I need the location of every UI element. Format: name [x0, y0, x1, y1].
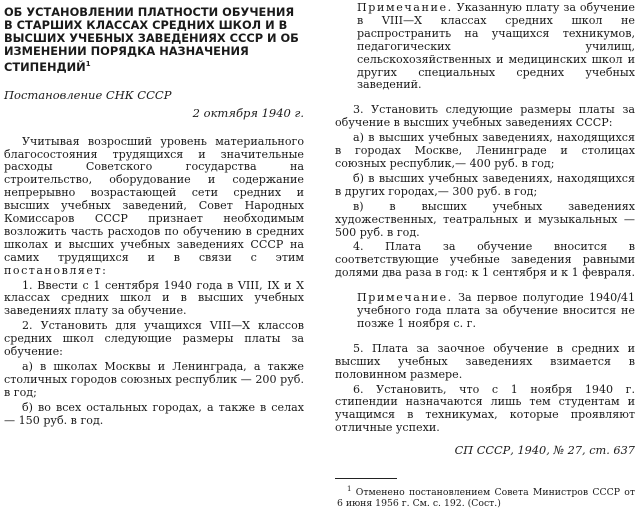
preamble-paragraph: [4, 136, 304, 278]
note-2-heading: Примечание.: [357, 291, 453, 305]
footnote: [335, 484, 635, 509]
footnote-divider: [335, 478, 397, 479]
item-2b: б) во всех остальных городах, а также в селах — 150 руб. в год.: [4, 400, 304, 427]
item-4: 4. Плата за обучение вносится в соответствующие учебные заведения равными долями два раза в год: к 1 сентября и к 1 февраля.: [335, 240, 635, 280]
title-text: ОБ УСТАНОВЛЕНИИ ПЛАТНОСТИ ОБУЧЕНИЯ В СТАРШИХ КЛАССАХ СРЕДНИХ ШКОЛ И В ВЫСШИХ УЧЕБНЫХ ЗАВЕДЕНИЯХ СССР И ОБ ИЗМЕНЕНИИ ПОРЯДКА НАЗНАЧЕНИЯ СТИПЕНДИЙ: [4, 5, 299, 74]
item-5: 5. Плата за заочное обучение в средних и высших учебных заведениях взимается в половинном размере.: [335, 341, 635, 381]
resolution-date: 2 октября 1940 г.: [192, 105, 304, 120]
document-title: [4, 6, 304, 74]
note-1-heading: Примечание.: [357, 1, 453, 14]
item-6: 6. Установить, что с 1 ноября 1940 г. стипендии назначаются лишь тем студентам и учащимся в техникумах, которые проявляют отличные успехи.: [335, 382, 635, 435]
item-1: 1. Ввести с 1 сентября 1940 года в VIII, IX и X классах средних школ и в высших учебных заведениях плату за обучение.: [4, 278, 304, 318]
note-2: [335, 292, 635, 331]
source-citation: СП СССР, 1940, № 27, ст. 637: [454, 444, 635, 458]
decree-word: постановляет: [4, 263, 103, 277]
right-column: [335, 2, 635, 509]
footnote-mark: 1: [347, 485, 352, 494]
item-3a: а) в высших учебных заведениях, находящихся в городах Москве, Ленинграде и столицах союзных республик,— 400 руб. в год;: [335, 131, 635, 170]
item-3b: б) в высших учебных заведениях, находящихся в других городах,— 300 руб. в год;: [335, 171, 635, 198]
item-3: 3. Установить следующие размеры платы за обучение в высших учебных заведениях СССР:: [335, 103, 635, 130]
title-footnote-mark: 1: [85, 60, 91, 68]
item-3c: в) в высших учебных заведениях художественных, театральных и музыкальных — 500 руб. в год.: [335, 199, 635, 239]
decree-colon: :: [102, 263, 106, 277]
note-2-text: За первое полугодие 1940/41 учебного года плата за обучение вносится не позже 1 ноября с. г.: [357, 291, 635, 330]
note-1: [335, 2, 635, 92]
item-2a: а) в школах Москвы и Ленинграда, а также столичных городов союзных республик — 200 руб. в год;: [4, 360, 304, 399]
left-column: [4, 2, 304, 428]
footnote-text: Отменено постановлением Совета Министров СССР от 6 июня 1956 г. См. с. 192. (Сост.): [337, 487, 635, 510]
preamble-text: Учитывая возросший уровень материального благосостояния трудящихся и значительные расходы Советского государства на строительство, оборудование и содержание непрерывно возрастающей сети средних и высших учебных заведений, Совет Народных Комиссаров СССР признает необходимым возложить часть расходов по обучению в средних школах и высших учебных заведениях СССР на самих трудящихся и в связи с этим: [4, 134, 304, 264]
note-1-text: Указанную плату за обучение в VIII—X классах средних школ не распространить на учащихся техникумов, педагогических училищ, сельскохозяйственных и медицинских школ и других специальных средних учебных заведений.: [357, 1, 635, 92]
item-2: 2. Установить для учащихся VIII—X классов средних школ следующие размеры платы за обучение:: [4, 319, 304, 359]
resolution-subtitle: Постановление СНК СССР: [4, 87, 172, 102]
